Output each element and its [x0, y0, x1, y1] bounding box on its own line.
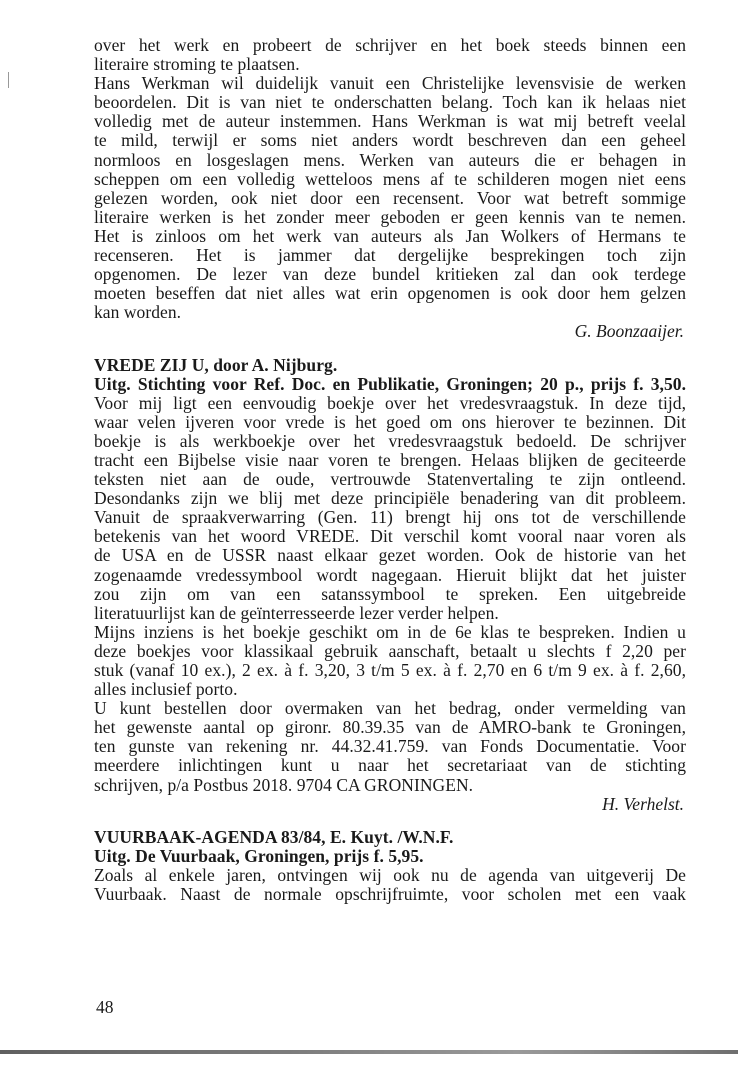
- paragraph-line: deze boekjes voor klassikaal gebruik aanschaft, betaalt u slechts f 2,20 per: [94, 640, 686, 661]
- page-edge-shadow: [0, 1050, 738, 1054]
- paragraph-line: zogenaamde vredessymbool wordt nagegaan. Hieruit blijkt dat het juister: [94, 564, 686, 585]
- paragraph-line: meerdere inlichtingen kunt u naar het secretariaat van de stichting: [94, 755, 686, 776]
- paragraph-line: moeten beseffen dat niet alles wat erin opgenomen is ook door hem gelzen: [94, 283, 686, 304]
- paragraph-line: literatuurlijst kan de geïnterresseerde lezer verder helpen.: [94, 602, 499, 623]
- review-vrede-zij-u: [94, 356, 686, 814]
- paragraph-line: Het is zinloos om het werk van auteurs als Jan Wolkers of Hermans te: [94, 225, 686, 246]
- paragraph-line: Mijns inziens is het boekje geschikt om in de 6e klas te bespreken. Indien u: [94, 621, 686, 642]
- paragraph-line: Voor mij ligt een eenvoudig boekje over het vredesvraagstuk. In deze tijd,: [94, 392, 686, 413]
- paragraph-line: zou zijn om van een satanssymbool te spreken. Een uitgebreide: [94, 583, 686, 604]
- paragraph-line: boekje is als werkboekje over het vredesvraagstuk bedoeld. De schrijver: [94, 430, 686, 451]
- review-publisher: Uitg. De Vuurbaak, Groningen, prijs f. 5,95.: [94, 845, 424, 866]
- paragraph-line: waar velen ijveren voor vrede is het goed om ons hierover te bezinnen. Dit: [94, 411, 686, 432]
- paragraph-line: het gewenste aantal op gironr. 80.39.35 van de AMRO-bank te Groningen,: [94, 717, 686, 738]
- review-boonzaaijer: [94, 36, 686, 342]
- section-gap: [94, 342, 686, 356]
- paragraph-line: tracht een Bijbelse visie naar voren te brengen. Helaas blijken de geciteerde: [94, 449, 686, 470]
- paragraph-line: literaire stroming te plaatsen.: [94, 54, 300, 75]
- paragraph-line: te mild, terwijl er soms niet anders wordt beschreven dan een geheel: [94, 130, 686, 151]
- paragraph-line: de USA en de USSR naast elkaar gezet worden. Ook de historie van het: [94, 545, 686, 566]
- paragraph-line: normloos en losgeslagen mens. Werken van auteurs die er behagen in: [94, 149, 686, 170]
- paragraph-line: Zoals al enkele jaren, ontvingen wij ook nu de agenda van uitgeverij De: [94, 864, 686, 885]
- review-vuurbaak-agenda: [94, 828, 686, 904]
- reviewer-signature: H. Verhelst.: [602, 793, 684, 814]
- reviewer-signature: G. Boonzaaijer.: [574, 321, 684, 342]
- paragraph-line: volledig met de auteur instemmen. Hans Werkman is wat mij betreft veelal: [94, 111, 686, 132]
- paragraph-line: scheppen om een volledig wetteloos mens af te schilderen mogen niet eens: [94, 168, 686, 189]
- paragraph-line: over het werk en probeert de schrijver en het boek steeds binnen een: [94, 35, 686, 55]
- paragraph-line: ten gunste van rekening nr. 44.32.41.759. van Fonds Documentatie. Voor: [94, 736, 686, 757]
- paragraph-line: Hans Werkman wil duidelijk vanuit een Christelijke levensvisie de werken: [94, 73, 686, 94]
- paragraph-line: U kunt bestellen door overmaken van het bedrag, onder vermelding van: [94, 698, 686, 719]
- paragraph-line: Desondanks zijn we blij met deze principiële benadering van dit probleem.: [94, 488, 686, 509]
- paragraph-line: literaire werken is het zonder meer geboden er geen kennis van te nemen.: [94, 206, 686, 227]
- paragraph-line: stuk (vanaf 10 ex.), 2 ex. à f. 3,20, 3 t/m 5 ex. à f. 2,70 en 6 t/m 9 ex. à f. 2,60,: [94, 660, 686, 680]
- paragraph-line: Vuurbaak. Naast de normale opschrijfruimte, voor scholen met een vaak: [94, 884, 686, 905]
- paragraph-line: recenseren. Het is jammer dat dergelijke besprekingen toch zijn: [94, 245, 686, 266]
- review-publisher: Uitg. Stichting voor Ref. Doc. en Publikatie, Groningen; 20 p., prijs f. 3,50.: [94, 373, 686, 394]
- margin-mark: [8, 72, 9, 88]
- section-gap: [94, 814, 686, 828]
- text-column: [94, 36, 686, 904]
- paragraph-line: kan worden.: [94, 302, 182, 323]
- paragraph-line: schrijven, p/a Postbus 2018. 9704 CA GRONINGEN.: [94, 774, 474, 795]
- paragraph-line: alles inclusief porto.: [94, 679, 238, 700]
- paragraph-line: beoordelen. Dit is van niet te onderschatten belang. Toch kan ik helaas niet: [94, 92, 686, 113]
- paragraph-line: teksten niet aan de oude, vertrouwde Statenvertaling te zijn ontleend.: [94, 469, 686, 490]
- paragraph-line: betekenis van het woord VREDE. Dit verschil komt vooral naar voren als: [94, 526, 686, 547]
- page-number: 48: [96, 997, 114, 1017]
- review-title: VREDE ZIJ U, door A. Nijburg.: [94, 354, 338, 375]
- paragraph-line: Vanuit de spraakverwarring (Gen. 11) brengt hij ons tot de verschillende: [94, 507, 686, 528]
- paragraph-line: opgenomen. De lezer van deze bundel kritieken zal dan ook terdege: [94, 264, 686, 285]
- paragraph-line: gelezen worden, ook niet door een recensent. Voor wat betreft sommige: [94, 187, 686, 208]
- review-title: VUURBAAK-AGENDA 83/84, E. Kuyt. /W.N.F.: [94, 826, 454, 847]
